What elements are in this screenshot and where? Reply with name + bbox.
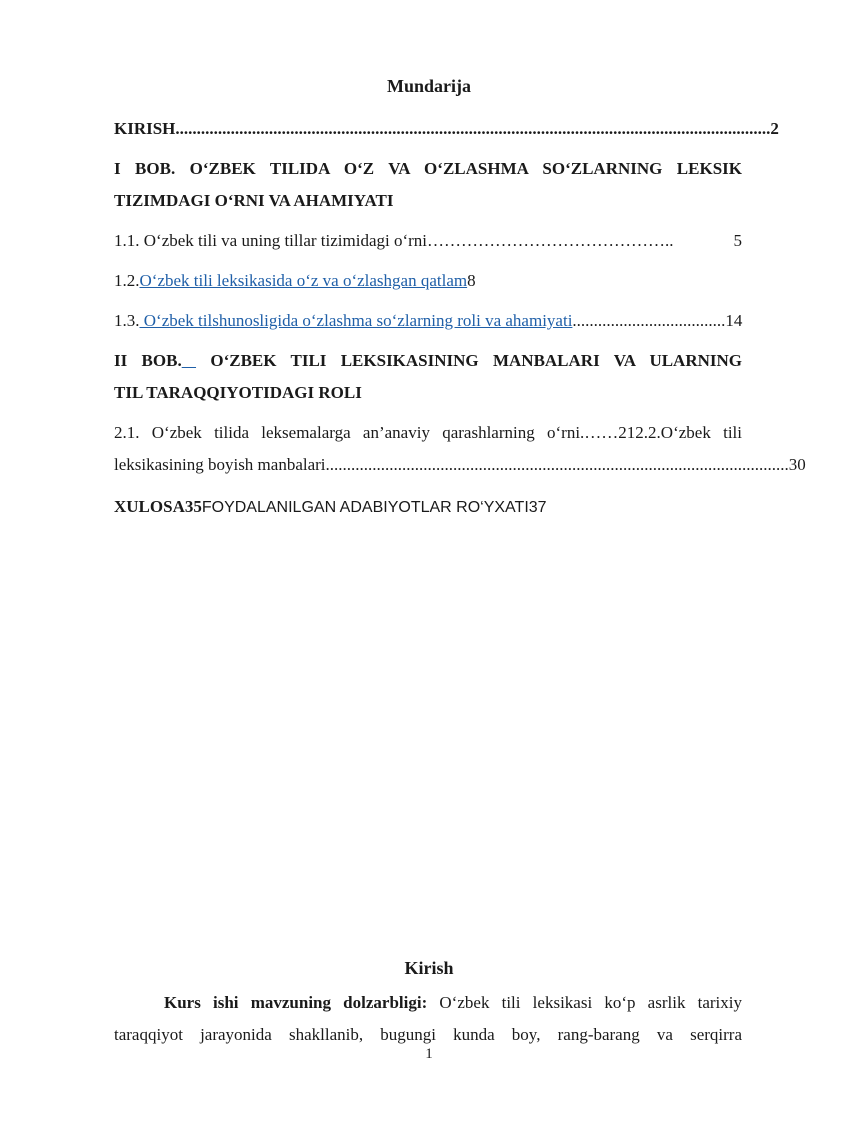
toc-link-1-3[interactable]: O‘zbek tilshunosligida o‘zlashma so‘zlarning roli va ahamiyati: [139, 311, 573, 330]
intro-text: O‘zbek tili leksikasi ko‘p asrlik tarixiy: [427, 993, 743, 1012]
toc-entry-prefix: 1.3.: [114, 311, 140, 330]
toc-title: Mundarija: [386, 76, 471, 96]
intro-paragraph-line-1: [114, 990, 742, 1016]
toc-entry-1-2: [114, 268, 742, 294]
toc-entry-label: leksikasining boyish manbalari: [114, 455, 326, 474]
toc-link-chapter-2[interactable]: [182, 351, 196, 370]
toc-leader-dots: ............................................................................................................................................: [175, 119, 771, 138]
toc-chapter-1-line-2[interactable]: TIZIMDAGI O‘RNI VA AHAMIYATI: [114, 191, 394, 210]
toc-entry-prefix: 1.2.: [114, 271, 140, 290]
toc-link-1-2[interactable]: O‘zbek tili leksikasida o‘z va o‘zlashgan qatlam: [139, 271, 468, 290]
toc-entry-final[interactable]: [114, 494, 742, 521]
toc-chapter-1-line-1[interactable]: I BOB. O‘ZBEK TILIDA O‘Z VA O‘ZLASHMA SO‘ZLARNING LEKSIK: [114, 159, 742, 178]
toc-entry-1-1[interactable]: [114, 228, 742, 254]
toc-leader-dots: .............................................................................................................: [325, 455, 789, 474]
toc-page-number: 2: [770, 119, 779, 138]
toc-page-number: 8: [467, 271, 476, 290]
toc-page-number: 5: [733, 231, 742, 250]
toc-entry-bibliography: FOYDALANILGAN ADABIYOTLAR RO‘YXATI37: [201, 499, 547, 516]
toc-leader-dots: ……………………………………..: [427, 231, 674, 250]
toc-entry-label: 1.1. O‘zbek tili va uning tillar tizimidagi o‘rni: [114, 231, 428, 250]
intro-paragraph-line-2: taraqqiyot jarayonida shakllanib, bugungi kunda boy, rang-barang va serqirra: [114, 1025, 742, 1044]
toc-entry-label: KIRISH: [114, 119, 176, 138]
toc-entry-2-2[interactable]: [114, 452, 806, 478]
toc-entry-2-1[interactable]: 2.1. O‘zbek tilida leksemalarga an’anaviy qarashlarning o‘rni.……212.2.O‘zbek tili: [114, 423, 742, 442]
toc-page-number: 14: [725, 311, 743, 330]
intro-heading: Kirish: [404, 958, 454, 978]
toc-page-number: 30: [788, 455, 806, 474]
toc-entry-kirish[interactable]: [114, 116, 779, 142]
toc-chapter-2-line-1[interactable]: [114, 348, 742, 374]
intro-bold-lead: Kurs ishi mavzuning dolzarbligi:: [164, 993, 428, 1012]
toc-chapter-2-title: O‘ZBEK TILI LEKSIKASINING MANBALARI VA ULARNING: [196, 351, 743, 370]
toc-entry-xulosa: XULOSA35: [114, 497, 202, 516]
page-number: 1: [425, 1046, 433, 1062]
toc-chapter-2-line-2[interactable]: TIL TARAQQIYOTIDAGI ROLI: [114, 383, 362, 402]
toc-entry-1-3: [114, 308, 742, 334]
toc-leader-dots: ....................................: [572, 311, 726, 330]
toc-chapter-2-prefix: II BOB.: [114, 351, 182, 370]
